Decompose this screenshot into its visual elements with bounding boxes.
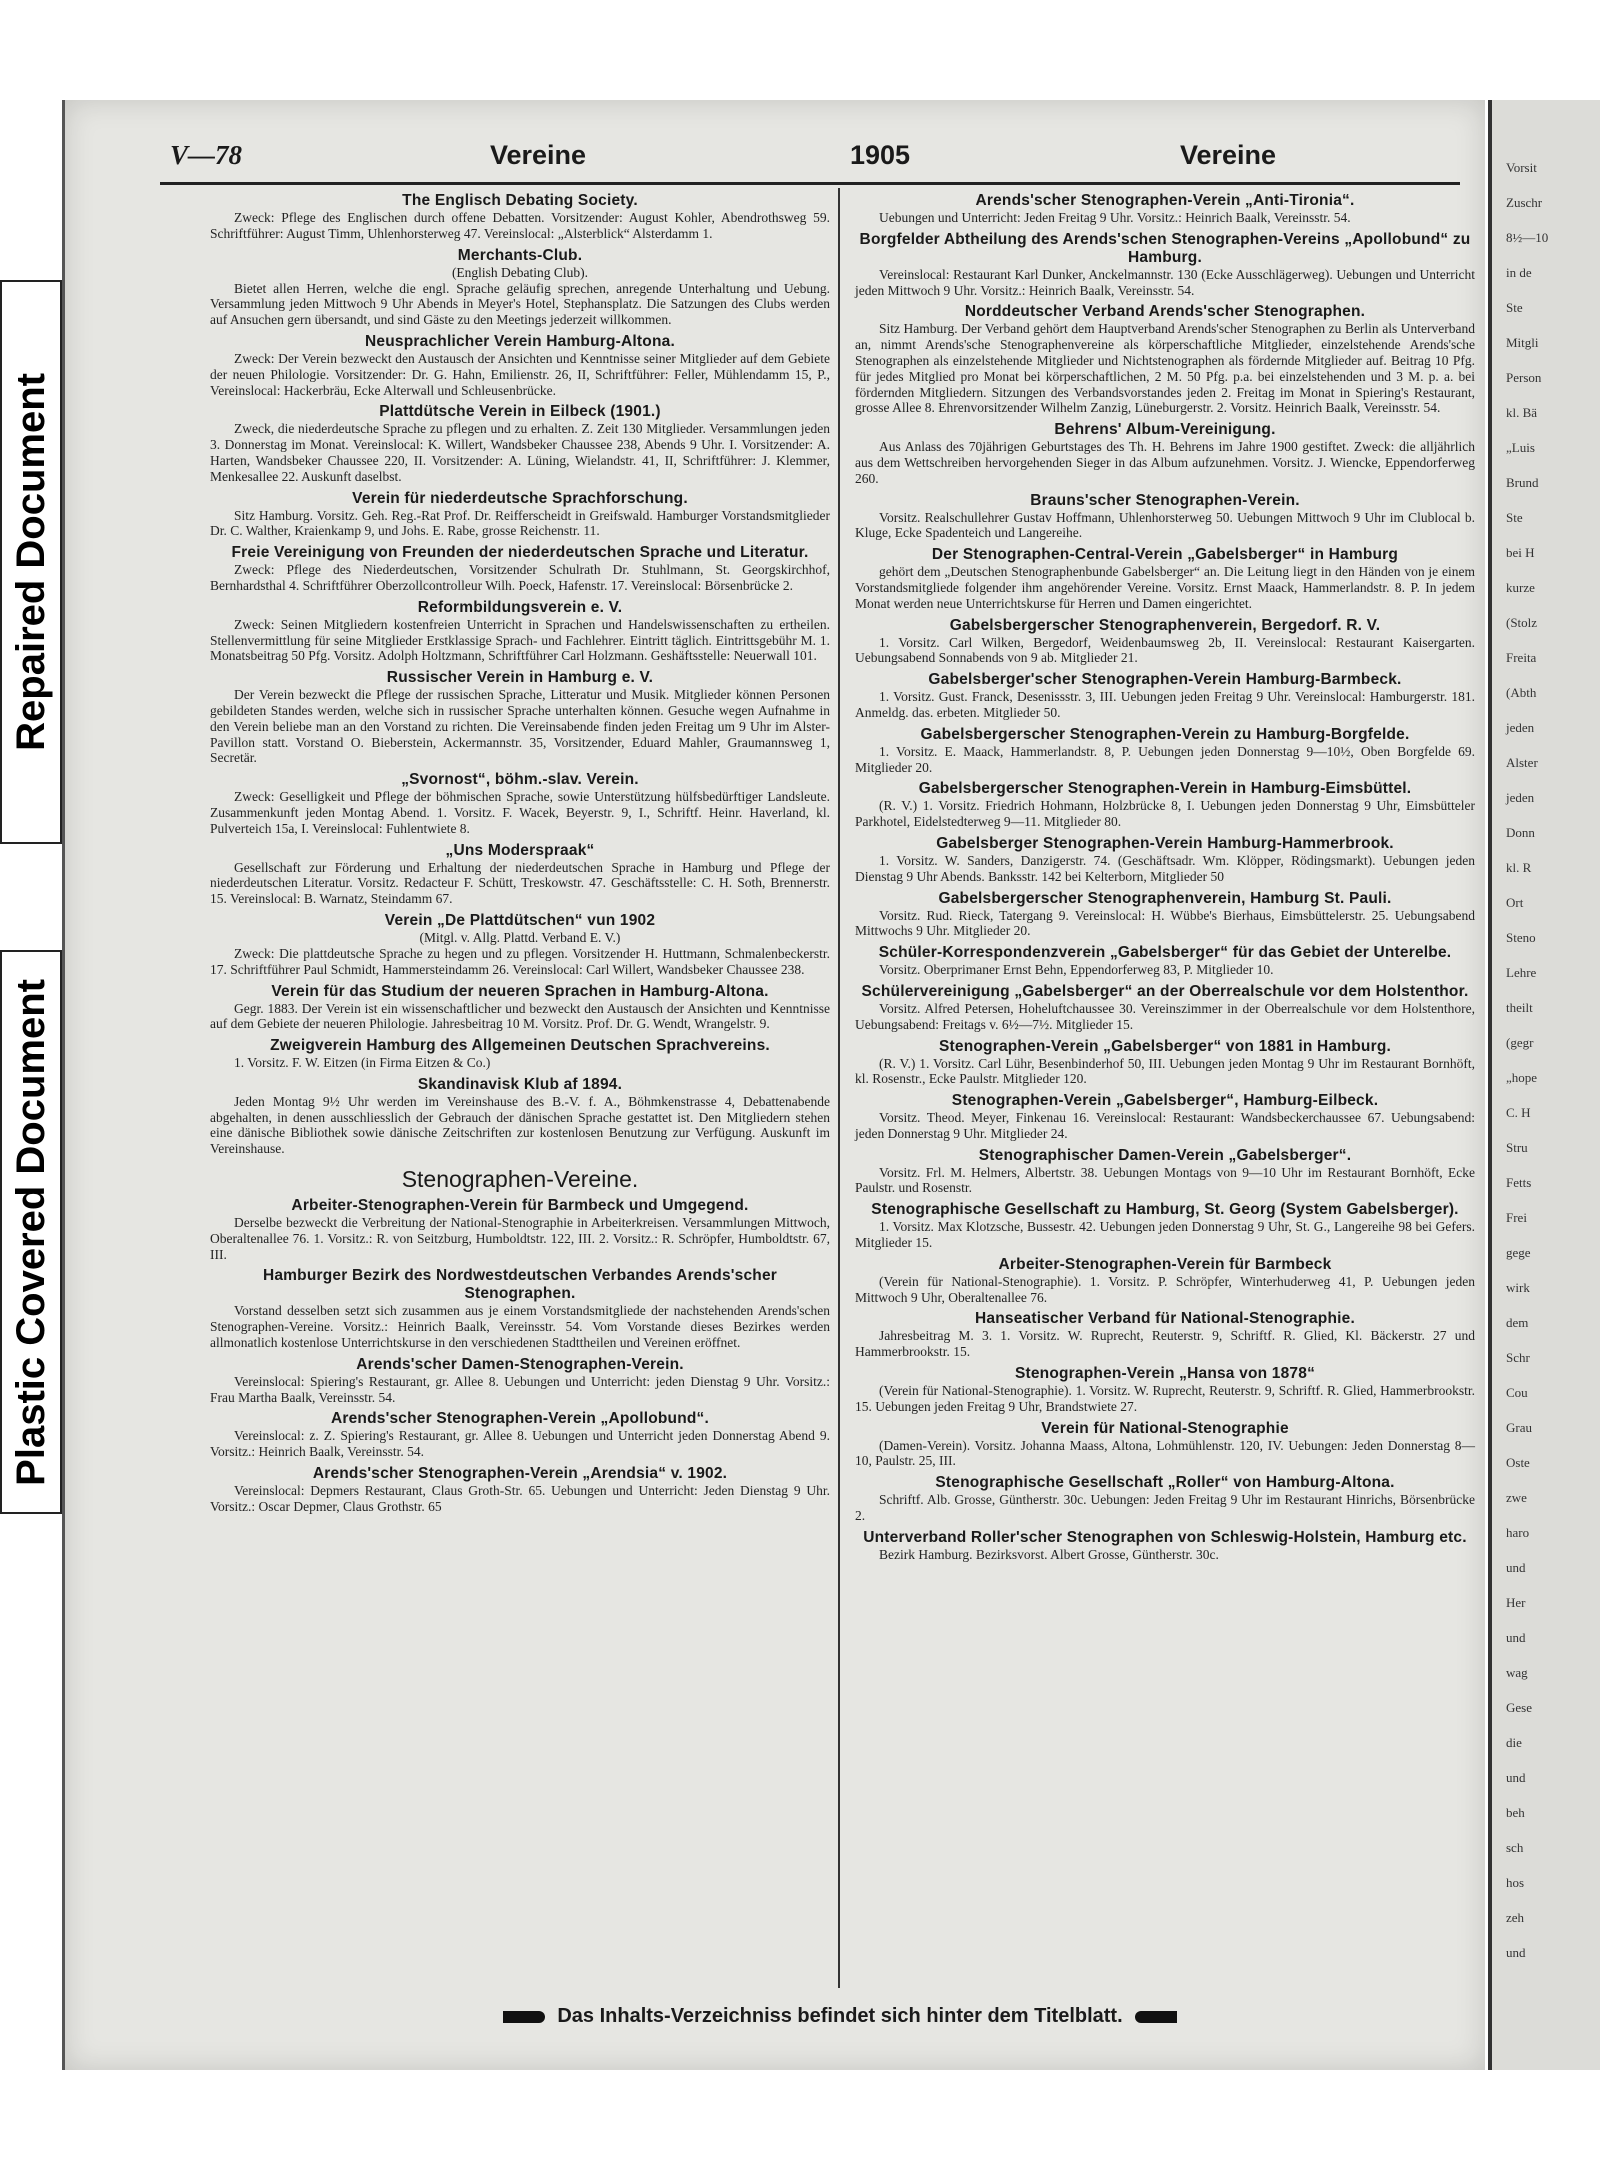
left-entries-stenography xyxy=(210,1197,830,1515)
entry-title: Stenographen-Verein „Gabelsberger“, Hamburg-Eilbeck. xyxy=(951,1092,1379,1110)
entry-body: Zweck: Geselligkeit und Pflege der böhmischen Sprache, sowie Unterstützung hülfsbedürftiger Landsleute. Zusammenkunft jeden Montag Abend. 1. Vorsitz. F. Wacek, Beyerstr. 9, I., Schriftf. Heinr. Haverland, kl. Pulverteich 15a, I. Vereinslocal: Fuhlentwiete 8. xyxy=(210,789,830,836)
society-entry xyxy=(855,835,1475,885)
adjacent-page-fragment: Lehre xyxy=(1506,965,1537,980)
entry-body: Vorstand desselben setzt sich zusammen aus je einem Vorstandsmitgliede der nachstehenden Arends'schen Stenographen-Vereine. Vorsitz.: Heinrich Baalk, Vereinsstr. 54. Vom Vorstande dieses Bezirkes werden allmonatlich kostenlose Unterrichtskurse in den verschiedenen Stadttheilen und Vereinen eröffnet. xyxy=(210,1303,830,1351)
adjacent-page-edge xyxy=(1488,100,1600,2070)
entry-title: Stenographen-Verein „Gabelsberger“ von 1881 in Hamburg. xyxy=(938,1037,1391,1055)
entry-title: Gabelsbergerscher Stenographen-Verein zu Hamburg-Borgfelde. xyxy=(920,725,1410,743)
adjacent-page-fragment: (gegr xyxy=(1506,1035,1534,1050)
scanned-page xyxy=(62,100,1485,2070)
entry-title: Schülervereinigung „Gabelsberger“ an der Oberrealschule vor dem Holstenthor. xyxy=(861,982,1469,1000)
society-entry xyxy=(855,231,1475,299)
adjacent-page-fragment: und xyxy=(1506,1945,1526,1960)
entry-body: Vereinslocal: Restaurant Karl Dunker, Anckelmannstr. 130 (Ecke Ausschlägerweg). Uebungen und Unterricht jeden Mittwoch 9 Uhr. Vorsitz.: Heinrich Baalk, Vereinsstr. 54. xyxy=(855,266,1475,298)
adjacent-page-fragment: „hope xyxy=(1506,1070,1538,1085)
entry-title: Merchants-Club. xyxy=(457,246,583,264)
entry-title: Skandinavisk Klub af 1894. xyxy=(417,1075,623,1093)
society-entry xyxy=(210,544,830,594)
adjacent-page-fragment: Mitgli xyxy=(1506,335,1539,350)
adjacent-page-fragment: Ste xyxy=(1506,300,1523,315)
entry-title: Arends'scher Stenographen-Verein „Arendsia“ v. 1902. xyxy=(312,1465,728,1483)
adjacent-page-fragment: Oste xyxy=(1506,1455,1530,1470)
entry-body: 1. Vorsitz. F. W. Eitzen (in Firma Eitzen & Co.) xyxy=(234,1055,491,1071)
entry-title: Der Stenographen-Central-Verein „Gabelsberger“ in Hamburg xyxy=(931,546,1399,564)
adjacent-page-fragment: die xyxy=(1506,1735,1522,1750)
plastic-label-text: Plastic Covered Document xyxy=(8,978,53,1486)
repaired-document-label xyxy=(0,280,62,844)
entry-title: „Svornost“, böhm.-slav. Verein. xyxy=(401,771,639,789)
society-entry xyxy=(855,192,1475,226)
entry-body: 1. Vorsitz. Carl Wilken, Bergedorf, Weidenbaumsweg 2b, II. Vereinslocal: Restaurant Kaisergarten. Uebungsabend Sonnabends von 9 ab. Mitglieder 21. xyxy=(855,634,1475,666)
society-entry xyxy=(210,247,830,328)
entry-body: 1. Vorsitz. Gust. Franck, Desenissstr. 3, III. Uebungen jeden Freitag 9 Uhr. Vereinslocal: Hamburgerstr. 181. Anmeldg. das. erbeten. Mitglieder 50. xyxy=(855,689,1475,720)
entry-title: Neusprachlicher Verein Hamburg-Altona. xyxy=(365,332,675,350)
society-entry xyxy=(855,983,1475,1033)
society-entry xyxy=(855,546,1475,611)
adjacent-page-fragment: beh xyxy=(1506,1805,1525,1820)
header-right-word: Vereine xyxy=(1180,140,1277,170)
pointing-hand-icon xyxy=(1135,2011,1177,2023)
adjacent-page-fragment: dem xyxy=(1506,1315,1529,1330)
entry-title: Zweigverein Hamburg des Allgemeinen Deutschen Sprachvereins. xyxy=(270,1037,770,1055)
adjacent-page-fragment: 8½—10 xyxy=(1506,230,1549,245)
adjacent-page-fragment: Frei xyxy=(1506,1210,1527,1225)
entry-title: Reformbildungsverein e. V. xyxy=(417,598,623,616)
entry-title: Freie Vereinigung von Freunden der niederdeutschen Sprache und Literatur. xyxy=(231,544,809,562)
pointing-hand-icon xyxy=(503,2011,545,2023)
society-entry xyxy=(855,1420,1475,1470)
entry-body: Uebungen und Unterricht: Jeden Freitag 9 Uhr. Vorsitz.: Heinrich Baalk, Vereinsstr. 54. xyxy=(879,210,1351,225)
adjacent-page-fragment: Steno xyxy=(1506,930,1536,945)
right-column xyxy=(855,192,1475,1568)
entry-title: Gabelsberger'scher Stenographen-Verein Hamburg-Barmbeck. xyxy=(928,671,1402,689)
adjacent-page-fragment: „Luis xyxy=(1506,440,1535,455)
adjacent-page-fragment: Donn xyxy=(1506,825,1535,840)
adjacent-page-fragment: haro xyxy=(1506,1525,1530,1540)
entry-body: Sitz Hamburg. Vorsitz. Geh. Reg.-Rat Prof. Dr. Reifferscheidt in Greifswald. Hamburger Vorstandsmitglieder Dr. C. Walther, Kraienkamp 9, und Johs. E. Rabe, grosse Reichenstr. 11. xyxy=(210,507,830,539)
entry-body: (R. V.) 1. Vorsitz. Friedrich Hohmann, Holzbrücke 8, I. Uebungen jeden Donnerstag 9 Uhr, Eimsbütteler Parkhotel, Eidelstedterweg 9—11. Mitglieder 80. xyxy=(855,798,1475,830)
society-entry xyxy=(210,842,830,907)
adjacent-page-fragment: Zuschr xyxy=(1506,195,1543,210)
entry-body: Vorsitz. Oberprimaner Ernst Behn, Eppendorferweg 83, P. Mitglieder 10. xyxy=(879,962,1274,978)
adjacent-page-fragment: Alster xyxy=(1506,755,1538,770)
adjacent-page-fragment: wag xyxy=(1506,1665,1528,1680)
entry-body: 1. Vorsitz. E. Maack, Hammerlandstr. 8, P. Uebungen jeden Donnerstag 9—10½, Oben Borgfelde 69. Mitglieder 20. xyxy=(855,743,1475,775)
entry-title: Brauns'scher Stenographen-Verein. xyxy=(1030,491,1300,509)
entry-body: Zweck: Pflege des Niederdeutschen, Vorsitzender Schulrath Dr. Stuhlmann, St. Georgskirchhof, Bernhardsthal 4. Schriftführer Oberzollcontrolleur Wilh. Poeck, Hafenstr. 17. Vereinslocal: Börsenbrücke 2. xyxy=(210,562,830,593)
adjacent-page-fragment: Ort xyxy=(1506,895,1524,910)
society-entry xyxy=(855,1474,1475,1524)
society-entry xyxy=(210,983,830,1033)
adjacent-page-fragment: Ste xyxy=(1506,510,1523,525)
entry-body: (R. V.) 1. Vorsitz. Carl Lühr, Besenbinderhof 50, III. Uebungen jeden Montag 9 Uhr im Restaurant Bornhöft, kl. Rosenstr., Ecke Paulstr. Mitglieder 120. xyxy=(855,1055,1475,1087)
entry-title: Arends'scher Stenographen-Verein „Apollobund“. xyxy=(330,1410,710,1428)
column-divider xyxy=(838,188,840,1988)
society-entry xyxy=(855,1147,1475,1197)
entry-body: Der Verein bezweckt die Pflege der russischen Sprache, Litteratur und Musik. Mitglieder können Personen gebildeten Standes werden, welche sich in russischer Sprache unterhalten können. Gesuche wegen Aufnahme in den Verein beliebe man an den Vorstand zu richten. Die Vereinsabende finden jeden Freitag um 9 Uhr im Alster-Pavillon statt. Vorstand O. Bieberstein, Ackermannstr. 35, Vorsitzender, Eduard Mahler, Graumannsweg 1, Secretär. xyxy=(210,687,830,766)
entry-title: Arends'scher Stenographen-Verein „Anti-Tironia“. xyxy=(975,192,1355,209)
entry-title: Verein „De Plattdütschen“ vun 1902 xyxy=(384,911,656,929)
entry-title: Stenographischer Damen-Verein „Gabelsberger“. xyxy=(978,1146,1352,1164)
entry-title: Gabelsbergerscher Stenographenverein, Hamburg St. Pauli. xyxy=(938,889,1392,907)
adjacent-page-fragment: zwe xyxy=(1506,1490,1527,1505)
entry-body: Gegr. 1883. Der Verein ist ein wissenschaftlicher und bezweckt den Austausch der Ansichten und Kenntnisse auf dem Gebiete der neueren Philologie. Jahresbeitrag 10 M. Vorsitz. Prof. Dr. G. Wendt, Wrangelstr. 9. xyxy=(210,1000,830,1032)
adjacent-page-fragment: Stru xyxy=(1506,1140,1528,1155)
entry-body: Zweck: Die plattdeutsche Sprache zu hegen und zu pflegen. Vorsitzender H. Huttmann, Schmalenbeckerstr. 17. Schriftführer Paul Schmidt, Hammersteindamm 26. Vereinslocal: Carl Willert, Wandsbeker Chaussee 238. xyxy=(210,945,830,977)
adjacent-page-fragment: theilt xyxy=(1506,1000,1533,1015)
side-label-strip xyxy=(0,280,58,1510)
adjacent-page-fragment: kurze xyxy=(1506,580,1535,595)
entry-body: Jahresbeitrag M. 3. 1. Vorsitz. W. Ruprecht, Reuterstr. 9, Schriftf. R. Glied, Kl. Bäckerstr. 27 und Hammerbrookstr. 15. xyxy=(855,1328,1475,1360)
entry-body: Vorsitz. Alfred Petersen, Hoheluftchaussee 30. Vereinszimmer in der Oberrealschule vor dem Holstenthore, Uebungsabend: Freitags v. 6½—7½. Mitglieder 15. xyxy=(855,1000,1475,1032)
adjacent-page-fragment: C. H xyxy=(1506,1105,1531,1120)
entry-body: Vorsitz. Frl. M. Helmers, Albertstr. 38. Uebungen Montags von 9—10 Uhr im Restaurant Bornhöft, Ecke Paulstr. und Rosenstr. xyxy=(855,1164,1475,1196)
adjacent-page-fragment: Vorsit xyxy=(1506,160,1537,175)
adjacent-page-fragment: in de xyxy=(1506,265,1532,280)
entry-body: Jeden Montag 9½ Uhr werden im Vereinshause des B.-V. f. A., Böhmkenstrasse 4, Debattenabende abgehalten, in denen ausschliesslich der Gebrauch der dänischen Sprache gestattet ist. Den Mitgliedern stehen eine dänische Bibliothek sowie dänische Zeitschriften zur kostenlosen Benutzung zur Verfügung. Auskunft im Vereinshause. xyxy=(210,1093,830,1157)
society-entry xyxy=(210,403,830,484)
entry-body: Vorsitz. Realschullehrer Gustav Hoffmann, Uhlenhorsterweg 50. Uebungen Mittwoch 9 Uhr im Clublocal b. Kluge, Ecke Spadenteich und Langereihe. xyxy=(855,509,1475,541)
society-entry xyxy=(855,1201,1475,1251)
adjacent-page-fragment: zeh xyxy=(1506,1910,1525,1925)
adjacent-page-fragment: Cou xyxy=(1506,1385,1528,1400)
entry-title: „Uns Moderspraak“ xyxy=(445,841,595,859)
society-entry xyxy=(855,421,1475,486)
entry-title: Plattdütsche Verein in Eilbeck (1901.) xyxy=(379,403,661,421)
entry-title: Norddeutscher Verband Arends'scher Stenographen. xyxy=(964,303,1366,321)
adjacent-page-fragment: wirk xyxy=(1506,1280,1530,1295)
entry-title: Arbeiter-Stenographen-Verein für Barmbeck xyxy=(998,1255,1332,1273)
plastic-covered-label xyxy=(0,950,62,1514)
entry-body: (Verein für National-Stenographie). 1. Vorsitz. W. Ruprecht, Reuterstr. 9, Schriftf. R. Glied, Hammerbrookstr. 15. Uebungen jeden Freitag 9 Uhr, Brandstwiete 27. xyxy=(855,1383,1475,1414)
entry-body: Schriftf. Alb. Grosse, Güntherstr. 30c. Uebungen: Jeden Freitag 9 Uhr im Restaurant Hinrichs, Börsenbrücke 2. xyxy=(855,1492,1475,1524)
entry-body: Vorsitz. Theod. Meyer, Finkenau 16. Vereinslocal: Restaurant: Wandsbeckerchaussee 67. Uebungsabend: jeden Donnerstag 9 Uhr. Mitglieder 24. xyxy=(855,1110,1475,1141)
adjacent-page-fragment: und xyxy=(1506,1630,1526,1645)
entry-title: Gabelsbergerscher Stenographen-Verein in Hamburg-Eimsbüttel. xyxy=(918,780,1412,798)
society-entry xyxy=(855,1038,1475,1088)
adjacent-page-fragment: bei H xyxy=(1506,545,1535,560)
entry-body: Zweck, die niederdeutsche Sprache zu pflegen und zu erhalten. Z. Zeit 130 Mitglieder. Versammlungen jeden 3. Donnerstag im Monat. Vereinslocal: K. Willert, Wandsbeker Chaussee 238, Abends 9 Uhr. I. Vorsitzender: A. Harten, Wandsbeker Chaussee 220, II. Vorsitzender: A. Lüning, Wielandstr. 41, II, Schriftführer: J. Klemmer, Menkesallee 22. Auskunft daselbst. xyxy=(210,421,830,484)
adjacent-page-fragment: jeden xyxy=(1506,790,1535,805)
page-header xyxy=(160,140,1460,180)
society-entry xyxy=(210,771,830,836)
entry-title: Hamburger Bezirk des Nordwestdeutschen Verbandes Arends'scher Stenographen. xyxy=(262,1267,778,1303)
adjacent-page-fragment: (Stolz xyxy=(1506,615,1538,630)
adjacent-page-fragment: kl. R xyxy=(1506,860,1532,875)
adjacent-page-fragment: Freita xyxy=(1506,650,1537,665)
entry-title: Stenographen-Verein „Hansa von 1878“ xyxy=(1014,1365,1316,1383)
society-entry xyxy=(210,192,830,242)
repaired-label-text: Repaired Document xyxy=(8,373,53,751)
entry-body: gehört dem „Deutschen Stenographenbunde Gabelsberger“ an. Die Leitung liegt in den Händen von je einem Vorstandsmitgliede folgender ihm angehörender Vereine. Vorsitz. Ernst Maack, Hammerlandstr. 8. P. In jedem Monat werden neue Unterrichtskurse für Herren und Damen eingerichtet. xyxy=(855,564,1475,611)
section-title: Stenographen-Vereine. xyxy=(401,1166,639,1193)
adjacent-page-fragment: Fetts xyxy=(1506,1175,1532,1190)
entry-title: Arbeiter-Stenographen-Verein für Barmbeck und Umgegend. xyxy=(291,1197,749,1215)
entry-title: Gabelsberger Stenographen-Verein Hamburg-Hammerbrook. xyxy=(936,834,1394,852)
entry-body: Zweck: Der Verein bezweckt den Austausch der Ansichten und Kenntnisse seiner Mitglieder auf dem Gebiete der neuen Philologie. Vorsitzender: Dr. G. Hahn, Emilienstr. 26, II, Schriftführer: Feller, Mühlendamm 15, P., Vereinslocal: Hackerbräu, Ecke Alterwall und Schleusenbrücke. xyxy=(210,350,830,398)
adjacent-page-fragment: Person xyxy=(1506,370,1542,385)
society-entry xyxy=(210,1037,830,1071)
adjacent-page-fragment: Gese xyxy=(1506,1700,1532,1715)
society-entry xyxy=(210,1267,830,1350)
entry-title: Unterverband Roller'scher Stenographen von Schleswig-Holstein, Hamburg etc. xyxy=(863,1528,1467,1546)
entry-body: Bezirk Hamburg. Bezirksvorst. Albert Grosse, Güntherstr. 30c. xyxy=(879,1546,1219,1562)
society-entry xyxy=(210,1465,830,1515)
society-entry xyxy=(855,890,1475,940)
adjacent-page-fragment: Her xyxy=(1506,1595,1526,1610)
society-entry xyxy=(855,492,1475,542)
entry-subtitle: (Mitgl. v. Allg. Plattd. Verband E. V.) xyxy=(419,929,621,945)
entry-body: Zweck: Seinen Mitgliedern kostenfreien Unterricht in Sprachen und Handelswissenschaften zu ertheilen. Stellenvermittlung für seine Mitglieder Erstklassige Sprach- und Fachlehrer. Eintritt täglich. Eintrittsgebühr M. 1. Monatsbeitrag 50 Pfg. Vorsitz. Adolph Holtzmann, Schriftführer Carl Holzmann. Geshäftsstelle: Neuerwall 101. xyxy=(210,616,830,664)
society-entry xyxy=(210,669,830,766)
entry-title: Borgfelder Abtheilung des Arends'schen Stenographen-Vereins „Apollobund“ zu Hamburg. xyxy=(859,230,1471,266)
society-entry xyxy=(855,1365,1475,1415)
society-entry xyxy=(210,1197,830,1262)
entry-body: Aus Anlass des 70jährigen Geburtstages des Th. H. Behrens im Jahre 1900 gestiftet. Zweck: die alljährlich aus dem Wettschreiben hervorgehenden Sieger in das Album aufzunehmen. Vorsitz. J. Wiencke, Eppendorferweg 260. xyxy=(855,439,1475,486)
entry-title: Stenographische Gesellschaft zu Hamburg, St. Georg (System Gabelsberger). xyxy=(871,1201,1459,1219)
left-column xyxy=(210,192,830,1520)
entry-title: Arends'scher Damen-Stenographen-Verein. xyxy=(356,1355,684,1373)
adjacent-page-fragment: Brund xyxy=(1506,475,1539,490)
adjacent-page-fragment: hos xyxy=(1506,1875,1525,1890)
entry-title: Verein für das Studium der neueren Sprachen in Hamburg-Altona. xyxy=(271,982,769,1000)
society-entry xyxy=(210,599,830,664)
entry-title: Verein für National-Stenographie xyxy=(1041,1419,1289,1437)
left-entries xyxy=(210,192,830,1157)
adjacent-page-fragment: sch xyxy=(1506,1840,1524,1855)
society-entry xyxy=(855,944,1475,978)
society-entry xyxy=(855,617,1475,667)
adjacent-page-fragment: gege xyxy=(1506,1245,1531,1260)
society-entry xyxy=(855,1310,1475,1360)
society-entry xyxy=(210,912,830,978)
entry-subtitle: (English Debating Club). xyxy=(451,264,589,280)
society-entry xyxy=(210,333,830,398)
entry-title: Gabelsbergerscher Stenographenverein, Bergedorf. R. V. xyxy=(949,616,1381,634)
entry-body: 1. Vorsitz. Max Klotzsche, Bussestr. 42. Uebungen jeden Donnerstag 9 Uhr, St. G., Langereihe 98 bei Gefers. Mitglieder 15. xyxy=(855,1219,1475,1251)
entry-body: Bietet allen Herren, welche die engl. Sprache geläufig sprechen, anregende Unterhaltung und Uebung. Versammlung jeden Mittwoch 9 Uhr Abends in Meyer's Hotel, Stephansplatz. Die Satzungen des Clubs werden auf Ansuchen gern übersandt, und sind Gäste zu den Meetings jederzeit willkommen. xyxy=(210,280,830,328)
adjacent-page-fragment: kl. Bä xyxy=(1506,405,1538,420)
society-entry xyxy=(855,726,1475,776)
entry-body: Derselbe bezweckt die Verbreitung der National-Stenographie in Arbeiterkreisen. Versammlungen Mittwoch, Oberaltenallee 76. 1. Vorsitz.: R. von Seitzburg, Humboldtstr. 122, III. 2. Vorsitz.: R. Schröpfer, Humboldtstr. 67, III. xyxy=(210,1215,830,1262)
entry-body: 1. Vorsitz. W. Sanders, Danzigerstr. 74. (Geschäftsadr. Wm. Klöpper, Rödingsmarkt). Uebungen jeden Dienstag 9 Uhr Abends. Banksstr. 142 bei Kelterborn, Mitglieder 50 xyxy=(855,852,1475,884)
entry-title: The Englisch Debating Society. xyxy=(402,192,638,209)
entry-body: Gesellschaft zur Förderung und Erhaltung der niederdeutschen Sprache in Hamburg und Pflege der niederdeutschen Literatur. Vorsitz. Redacteur F. Schütt, Treskowstr. 47. Geschäftsstelle: C. H. Soth, Brennerstr. 15. Vereinslocal: B. Warnatz, Steindamm 67. xyxy=(210,859,830,907)
header-year: 1905 xyxy=(850,140,911,170)
adjacent-page-fragment: Schr xyxy=(1506,1350,1530,1365)
society-entry xyxy=(210,490,830,540)
adjacent-page-fragment: und xyxy=(1506,1770,1526,1785)
society-entry xyxy=(855,1092,1475,1142)
entry-title: Hanseatischer Verband für National-Stenographie. xyxy=(975,1310,1355,1328)
footer-text: Das Inhalts-Verzeichniss befindet sich hinter dem Titelblatt. xyxy=(557,2005,1123,2027)
society-entry xyxy=(210,1076,830,1157)
society-entry xyxy=(210,1356,830,1406)
society-entry xyxy=(855,780,1475,830)
adjacent-page-fragment: jeden xyxy=(1506,720,1535,735)
entry-body: Vereinslocal: Depmers Restaurant, Claus Groth-Str. 65. Uebungen und Unterricht: Jeden Dienstag 9 Uhr. Vorsitz.: Oscar Depmer, Claus Grothstr. 65 xyxy=(210,1483,830,1514)
society-entry xyxy=(855,1256,1475,1306)
society-entry xyxy=(855,1529,1475,1563)
entry-title: Verein für niederdeutsche Sprachforschung. xyxy=(352,489,688,507)
entry-body: (Verein für National-Stenographie). 1. Vorsitz. P. Schröpfer, Winterhuderweg 41, P. Uebungen jeden Mittwoch 9 Uhr, Oberaltenallee 76. xyxy=(855,1273,1475,1305)
entry-body: Vereinslocal: z. Z. Spiering's Restaurant, gr. Allee 8. Uebungen und Unterricht jeden Donnerstag Abend 9. Vorsitz.: Heinrich Baalk, Vereinsstr. 54. xyxy=(210,1428,830,1460)
entry-body: Vorsitz. Rud. Rieck, Tatergang 9. Vereinslocal: H. Wübbe's Bierhaus, Eimsbüttelerstr. 25. Uebungsabend Mittwochs 9 Uhr. Mitglieder 20. xyxy=(855,907,1475,939)
adjacent-page-fragment: und xyxy=(1506,1560,1526,1575)
header-rule xyxy=(160,182,1460,185)
header-left-word: Vereine xyxy=(490,140,587,170)
entry-title: Schüler-Korrespondenzverein „Gabelsberger“ für das Gebiet der Unterelbe. xyxy=(878,944,1452,962)
entry-body: Zweck: Pflege des Englischen durch offene Debatten. Vorsitzender: August Kohler, Abendrothsweg 59. Schriftführer: August Timm, Uhlenhorsterweg 47. Vereinslocal: „Alsterblick“ Alsterdamm 1. xyxy=(210,210,830,241)
footer-notice xyxy=(205,2005,1475,2028)
society-entry xyxy=(855,671,1475,721)
entry-title: Russischer Verein in Hamburg e. V. xyxy=(386,669,654,687)
society-entry xyxy=(210,1410,830,1460)
page-number: V—78 xyxy=(170,140,243,170)
society-entry xyxy=(855,303,1475,416)
right-entries xyxy=(855,192,1475,1563)
entry-body: Sitz Hamburg. Der Verband gehört dem Hauptverband Arends'scher Stenographen zu Berlin als Unterverband an, nimmt Arends'sche Stenographenvereine als körperschaftliche Mitglieder, einzelstehende Arends'sche Stenographen als einzelstehende Mitglieder und Nichtstenographen als fördernde Mitglieder auf. Beitrag 10 Pfg. für jedes Mitglied pro Monat bei körperschaftlichen, 2 M. 50 Pfg. p.a. bei einzelstehenden und 3 M. p. a. bei fördernden Mitgliedern. Sitzungen des Verbandsvorstandes jeden 2. Freitag im Monat in Spiering's Restaurant, grosse Allee 8. Ehrenvorsitzender Wilhelm Zanzig, Lüneburgerstr. 2. Vorsitz. Heinrich Baalk, Vereinsstr. 54. xyxy=(855,321,1475,416)
adjacent-page-fragment: Grau xyxy=(1506,1420,1532,1435)
entry-body: Vereinslocal: Spiering's Restaurant, gr. Allee 8. Uebungen und Unterricht: jeden Dienstag 9 Uhr. Vorsitz.: Frau Martha Baalk, Vereinsstr. 54. xyxy=(210,1373,830,1405)
entry-title: Behrens' Album-Vereinigung. xyxy=(1054,421,1276,439)
entry-body: (Damen-Verein). Vorsitz. Johanna Maass, Altona, Lohmühlenstr. 120, IV. Uebungen: Jeden Donnerstag 8—10, Paulstr. 25, III. xyxy=(855,1437,1475,1469)
entry-title: Stenographische Gesellschaft „Roller“ von Hamburg-Altona. xyxy=(935,1474,1395,1492)
adjacent-page-fragment: (Abth xyxy=(1506,685,1537,700)
